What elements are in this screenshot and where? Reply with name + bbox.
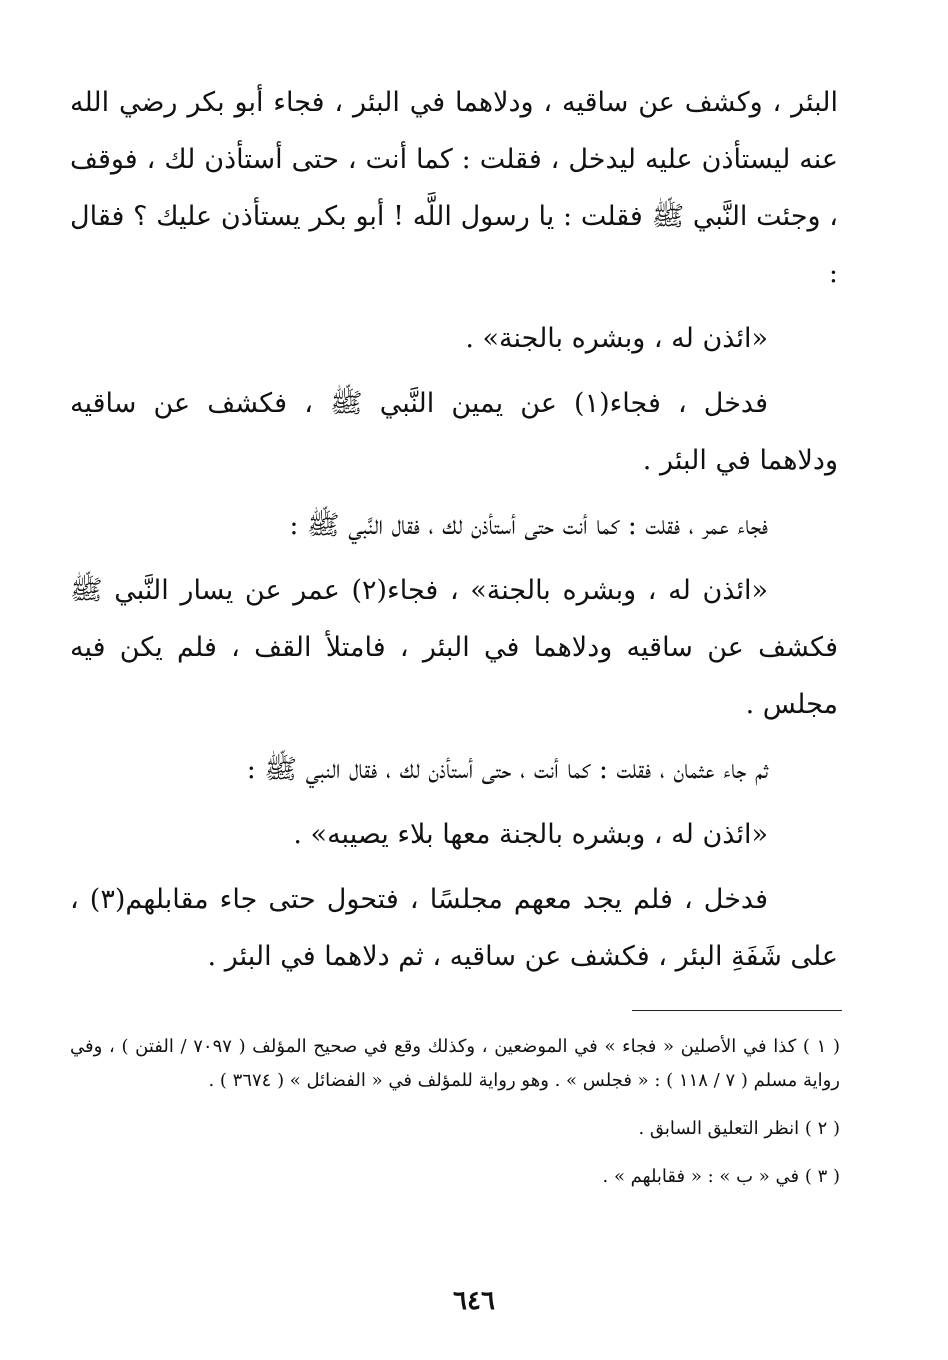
main-text xyxy=(70,74,838,993)
paragraph-3: فدخل ، فجاء(١) عن يمين النَّبي ﷺ ، فكشف عن ساقيه ودلاهما في البئر . xyxy=(70,388,838,476)
paragraph-4: فجاء عمر ، فقلت : كما أنت حتى أستأذن لك ، فقال النَّبي ﷺ : xyxy=(289,510,768,541)
footnote-2: ( ٢ ) انظر التعليق السابق . xyxy=(638,1118,840,1139)
paragraph-5: «ائذن له ، وبشره بالجنة» ، فجاء(٢) عمر عن يسار النَّبي ﷺ فكشف عن ساقيه ودلاهما في البئر ، فامتلأ القف ، فلم يكن فيه مجلس . xyxy=(70,575,838,720)
paragraph-1: البئر ، وكشف عن ساقيه ، ودلاهما في البئر ، فجاء أبو بكر رضي الله عنه ليستأذن عليه ليدخل ، فقلت : كما أنت ، حتى أستأذن لك ، فوقف ، وجئت النَّبي ﷺ فقلت : يا رسول اللَّه ! أبو بكر يستأذن عليك ؟ فقال : xyxy=(70,87,838,289)
paragraph-2: «ائذن له ، وبشره بالجنة» . xyxy=(465,323,768,354)
paragraph-8: فدخل ، فلم يجد معهم مجلسًا ، فتحول حتى جاء مقابلهم(٣) ، على شَفَةِ البئر ، فكشف عن ساقيه ، ثم دلاهما في البئر . xyxy=(70,884,838,972)
footnotes xyxy=(70,1030,840,1208)
footnote-divider xyxy=(632,1010,842,1011)
paragraph-7: «ائذن له ، وبشره بالجنة معها بلاء يصيبه» . xyxy=(293,819,768,850)
footnote-3: ( ٣ ) في « ب » : « فقابلهم » . xyxy=(602,1166,840,1187)
page-number: ٦٤٦ xyxy=(453,1286,495,1316)
paragraph-6: ثم جاء عثمان ، فقلت : كما أنت ، حتى أستأذن لك ، فقال النبي ﷺ : xyxy=(246,754,768,785)
footnote-1: ( ١ ) كذا في الأصلين « فجاء » في الموضعين ، وكذلك وقع في صحيح المؤلف ( ٧٠٩٧ / الفتن ) ، وفي رواية مسلم ( ٧ / ١١٨ ) : « فجلس » . وهو رواية للمؤلف في « الفضائل » ( ٣٦٧٤ ) . xyxy=(70,1036,840,1091)
